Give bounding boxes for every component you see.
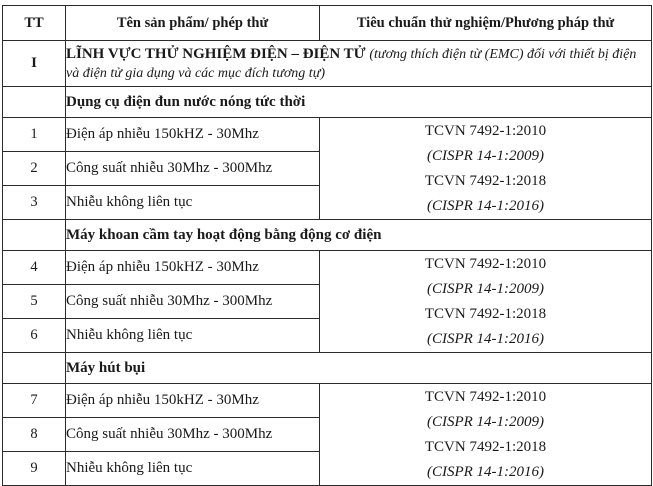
test-standards-table xyxy=(2,5,652,486)
group-row xyxy=(3,353,652,384)
group-title: Dụng cụ điện đun nước nóng tức thời xyxy=(66,87,652,118)
standard-line: TCVN 7492-1:2010 xyxy=(424,388,547,405)
standard-line: TCVN 7492-1:2010 xyxy=(424,255,547,272)
standard-line: TCVN 7492-1:2018 xyxy=(424,438,547,455)
header-tt: TT xyxy=(3,6,66,41)
row-test-name: Điện áp nhiễu 150kHZ - 30Mhz xyxy=(66,384,320,418)
standards-cell xyxy=(320,118,652,220)
row-number: 6 xyxy=(3,319,66,353)
table-row xyxy=(3,384,652,418)
header-product: Tên sản phẩm/ phép thử xyxy=(66,6,320,41)
row-test-name: Nhiễu không liên tục xyxy=(66,319,320,353)
section-number: I xyxy=(3,41,66,87)
group-title: Máy hút bụi xyxy=(66,353,652,384)
row-number: 3 xyxy=(3,186,66,220)
standard-line: TCVN 7492-1:2018 xyxy=(424,172,547,189)
section-title: LĨNH VỰC THỬ NGHIỆM ĐIỆN – ĐIỆN TỬ xyxy=(66,45,366,62)
section-heading xyxy=(66,41,652,87)
row-test-name: Công suất nhiễu 30Mhz - 300Mhz xyxy=(66,285,320,319)
row-test-name: Điện áp nhiễu 150kHZ - 30Mhz xyxy=(66,118,320,152)
table-row xyxy=(3,251,652,285)
row-test-name: Công suất nhiễu 30Mhz - 300Mhz xyxy=(66,418,320,452)
row-test-name: Công suất nhiễu 30Mhz - 300Mhz xyxy=(66,152,320,186)
group-title: Máy khoan cầm tay hoạt động bằng động cơ điện xyxy=(66,220,652,251)
standards-cell xyxy=(320,384,652,486)
row-number: 9 xyxy=(3,452,66,486)
standard-line: TCVN 7492-1:2018 xyxy=(424,305,547,322)
row-test-name: Nhiễu không liên tục xyxy=(66,186,320,220)
standards-cell xyxy=(320,251,652,353)
section-note: (tương thích điện từ (EMC) đối với thiết bị điện và điện tử gia dụng và các mục đích tương tự) xyxy=(66,46,637,81)
standard-line: (CISPR 14-1:2016) xyxy=(426,463,545,480)
group-row xyxy=(3,87,652,118)
standard-line: (CISPR 14-1:2009) xyxy=(426,413,545,430)
row-number: 5 xyxy=(3,285,66,319)
standard-line: (CISPR 14-1:2016) xyxy=(426,330,545,347)
row-number: 4 xyxy=(3,251,66,285)
group-row xyxy=(3,220,652,251)
standard-line: TCVN 7492-1:2010 xyxy=(424,122,547,139)
table-row xyxy=(3,118,652,152)
row-test-name: Nhiễu không liên tục xyxy=(66,452,320,486)
row-number: 1 xyxy=(3,118,66,152)
header-row xyxy=(3,6,652,41)
row-test-name: Điện áp nhiễu 150kHZ - 30Mhz xyxy=(66,251,320,285)
standard-line: (CISPR 14-1:2016) xyxy=(426,197,545,214)
header-standard: Tiêu chuẩn thử nghiệm/Phương pháp thử xyxy=(320,6,652,41)
section-row xyxy=(3,41,652,87)
row-number: 7 xyxy=(3,384,66,418)
row-number: 8 xyxy=(3,418,66,452)
standard-line: (CISPR 14-1:2009) xyxy=(426,280,545,297)
standard-line: (CISPR 14-1:2009) xyxy=(426,147,545,164)
row-number: 2 xyxy=(3,152,66,186)
